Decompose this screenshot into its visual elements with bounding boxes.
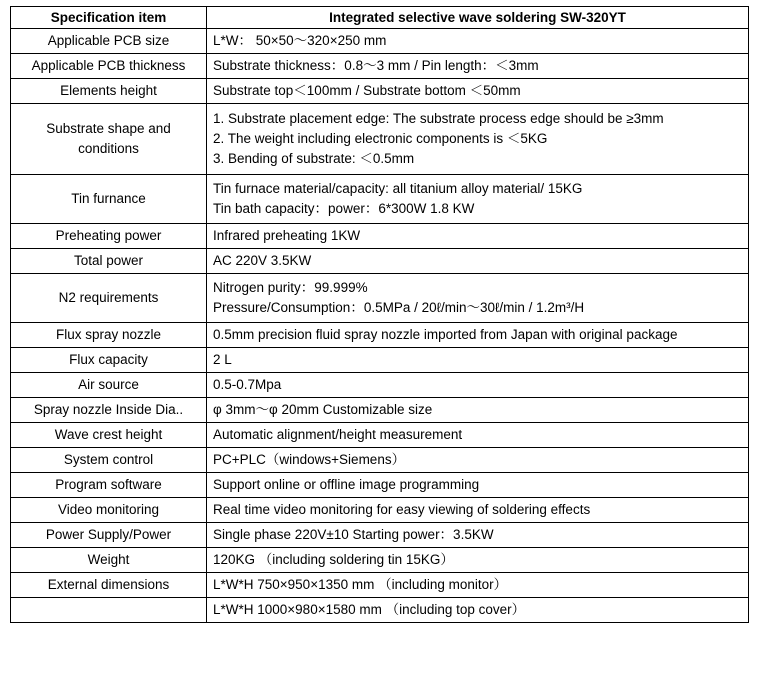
spec-value: [207, 473, 749, 498]
spec-item-label: Applicable PCB thickness: [11, 54, 207, 79]
spec-value-line: Infrared preheating 1KW: [213, 228, 361, 243]
spec-value: [207, 323, 749, 348]
spec-item-label: Wave crest height: [11, 423, 207, 448]
table-row: [11, 249, 749, 274]
spec-value-line: Tin bath capacity：power：6*300W 1.8 KW: [213, 201, 475, 216]
spec-value-line: Nitrogen purity：99.999%: [213, 280, 368, 295]
table-row: [11, 448, 749, 473]
spec-value: [207, 548, 749, 573]
spec-value-line: L*W*H 1000×980×1580 mm （including top cover）: [213, 602, 526, 617]
spec-item-label: Elements height: [11, 79, 207, 104]
spec-value-line: 2 L: [213, 352, 232, 367]
spec-value-line: Automatic alignment/height measurement: [213, 427, 463, 442]
spec-value-line: Pressure/Consumption：0.5MPa / 20ℓ/min～30ℓ/min / 1.2m³/H: [213, 300, 585, 315]
table-row: [11, 104, 749, 175]
spec-value: [207, 274, 749, 323]
table-row: [11, 498, 749, 523]
spec-value-line: PC+PLC（windows+Siemens）: [213, 452, 406, 467]
table-row: [11, 175, 749, 224]
spec-item-label: Video monitoring: [11, 498, 207, 523]
spec-value-line: Substrate top＜100mm / Substrate bottom ＜50mm: [213, 83, 521, 98]
spec-value-line: L*W： 50×50～320×250 mm: [213, 33, 387, 48]
spec-value: [207, 598, 749, 623]
spec-value-line: φ 3mm～φ 20mm Customizable size: [213, 402, 433, 417]
spec-value-line: L*W*H 750×950×1350 mm （including monitor）: [213, 577, 508, 592]
spec-item-label: Total power: [11, 249, 207, 274]
spec-item-label: [11, 598, 207, 623]
table-row: [11, 54, 749, 79]
spec-value: [207, 448, 749, 473]
spec-item-label: Flux capacity: [11, 348, 207, 373]
spec-value-line: Substrate thickness：0.8～3 mm / Pin length：＜3mm: [213, 58, 539, 73]
spec-item-label: External dimensions: [11, 573, 207, 598]
spec-item-label: System control: [11, 448, 207, 473]
spec-value-line: 2. The weight including electronic components is ＜5KG: [213, 131, 548, 146]
table-row: [11, 548, 749, 573]
table-row: [11, 573, 749, 598]
spec-item-label: Flux spray nozzle: [11, 323, 207, 348]
spec-value: [207, 29, 749, 54]
table-row: [11, 224, 749, 249]
spec-value-line: AC 220V 3.5KW: [213, 253, 312, 268]
table-row: [11, 79, 749, 104]
spec-value: [207, 423, 749, 448]
spec-body: [11, 29, 749, 623]
spec-value: [207, 104, 749, 175]
table-row: [11, 473, 749, 498]
spec-value: [207, 573, 749, 598]
spec-item-label: Power Supply/Power: [11, 523, 207, 548]
spec-table: [10, 6, 749, 623]
spec-value: [207, 79, 749, 104]
spec-item-label: Weight: [11, 548, 207, 573]
spec-item-label: Preheating power: [11, 224, 207, 249]
table-row: [11, 274, 749, 323]
spec-item-label: Program software: [11, 473, 207, 498]
spec-value-line: Support online or offline image programming: [213, 477, 480, 492]
spec-value: [207, 523, 749, 548]
spec-item-label: N2 requirements: [11, 274, 207, 323]
spec-item-label: Spray nozzle Inside Dia..: [11, 398, 207, 423]
spec-item-label: Substrate shape and conditions: [11, 104, 207, 175]
header-spec-item: Specification item: [11, 7, 207, 29]
table-row: [11, 423, 749, 448]
spec-value-line: Tin furnace material/capacity: all titanium alloy material/ 15KG: [213, 181, 583, 196]
spec-value: [207, 348, 749, 373]
spec-item-label: Tin furnance: [11, 175, 207, 224]
spec-value-line: Real time video monitoring for easy viewing of soldering effects: [213, 502, 591, 517]
table-row: [11, 29, 749, 54]
table-row: [11, 323, 749, 348]
spec-value: [207, 224, 749, 249]
table-row: [11, 398, 749, 423]
spec-value: [207, 398, 749, 423]
spec-value: [207, 249, 749, 274]
spec-value-line: 0.5-0.7Mpa: [213, 377, 282, 392]
table-row: [11, 598, 749, 623]
spec-item-label: Applicable PCB size: [11, 29, 207, 54]
header-row: [11, 7, 749, 29]
table-row: [11, 373, 749, 398]
table-row: [11, 523, 749, 548]
table-row: [11, 348, 749, 373]
spec-value-line: Single phase 220V±10 Starting power：3.5KW: [213, 527, 494, 542]
spec-value: [207, 54, 749, 79]
spec-item-label: Air source: [11, 373, 207, 398]
spec-value: [207, 498, 749, 523]
spec-value-line: 1. Substrate placement edge: The substrate process edge should be ≥3mm: [213, 111, 664, 126]
spec-value-line: 120KG （including soldering tin 15KG）: [213, 552, 454, 567]
spec-value-line: 3. Bending of substrate: ＜0.5mm: [213, 151, 415, 166]
spec-value: [207, 373, 749, 398]
header-model: Integrated selective wave soldering SW-320YT: [207, 7, 749, 29]
spec-value: [207, 175, 749, 224]
spec-value-line: 0.5mm precision fluid spray nozzle imported from Japan with original package: [213, 327, 678, 342]
